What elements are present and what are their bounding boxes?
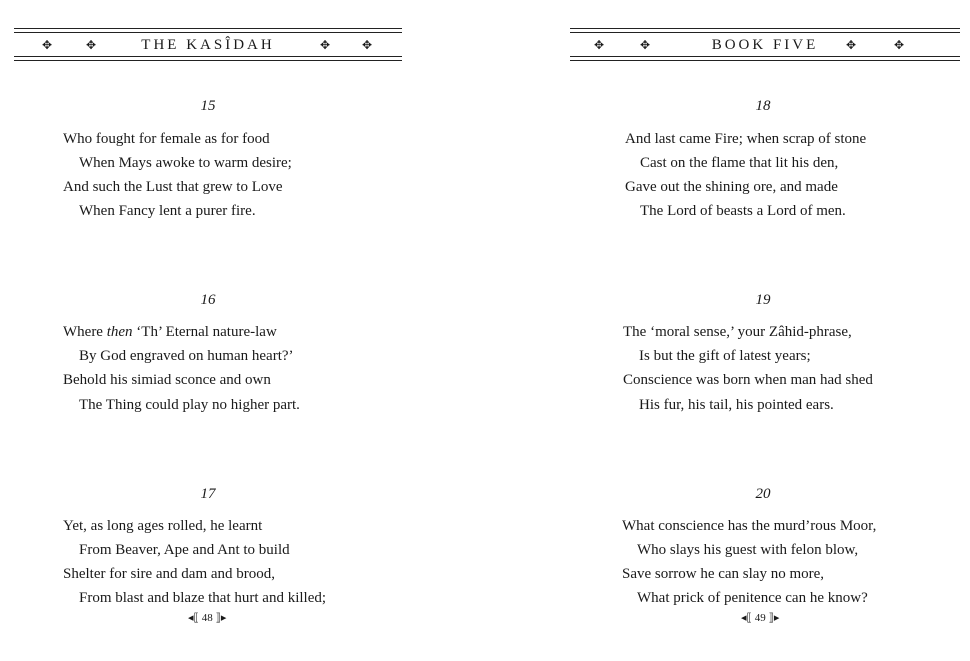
verse-line: What conscience has the murd’rous Moor,: [622, 518, 877, 534]
verse-line: Is but the gift of latest years;: [639, 348, 811, 364]
header-rule: [14, 60, 402, 61]
stanza-number: 18: [755, 98, 771, 114]
fleuron-icon: ✥: [640, 38, 651, 52]
page-number: ◂⟦ 48 ⟧▸: [188, 612, 227, 624]
running-head-title: BOOK FIVE: [711, 37, 819, 53]
verse-line: From Beaver, Ape and Ant to build: [79, 542, 290, 558]
header-rule: [570, 60, 960, 61]
verse-text: ‘Th’ Eternal nature-law: [132, 324, 277, 340]
verse-line: Who slays his guest with felon blow,: [637, 542, 859, 558]
verse-line: By God engraved on human heart?’: [79, 348, 294, 364]
fleuron-icon: ✥: [894, 38, 905, 52]
verse-line: When Mays awoke to warm desire;: [79, 155, 292, 171]
verse-line: Yet, as long ages rolled, he learnt: [63, 518, 263, 534]
fleuron-icon: ✥: [362, 38, 373, 52]
verse-line: Conscience was born when man had shed: [623, 372, 873, 388]
stanza-number: 16: [200, 292, 216, 308]
running-header: [14, 28, 402, 62]
verse-line: The ‘moral sense,’ your Zâhid-phrase,: [623, 324, 852, 340]
page-number: ◂⟦ 49 ⟧▸: [741, 612, 780, 624]
verse-line: Save sorrow he can slay no more,: [622, 566, 825, 582]
verse-line: And such the Lust that grew to Love: [63, 179, 283, 195]
running-header: [570, 28, 960, 62]
verse-line: And last came Fire; when scrap of stone: [625, 131, 867, 147]
stanza-number: 17: [200, 486, 216, 502]
verse-line: Gave out the shining ore, and made: [625, 179, 838, 195]
verse-line: When Fancy lent a purer fire.: [79, 203, 256, 219]
verse-line: Shelter for sire and dam and brood,: [63, 566, 276, 582]
verse-line: Cast on the flame that lit his den,: [640, 155, 839, 171]
header-rule: [570, 56, 960, 57]
fleuron-icon: ✥: [846, 38, 857, 52]
right-page: [485, 0, 970, 661]
verse-line: What prick of penitence can he know?: [637, 590, 868, 606]
header-rule: [570, 28, 960, 29]
header-rule: [14, 32, 402, 33]
verse-line: Who fought for female as for food: [63, 131, 270, 147]
verse-line: His fur, his tail, his pointed ears.: [639, 397, 834, 413]
fleuron-icon: ✥: [86, 38, 97, 52]
fleuron-icon: ✥: [320, 38, 331, 52]
fleuron-icon: ✥: [594, 38, 605, 52]
verse-text: Where: [63, 324, 107, 340]
verse-line: Behold his simiad sconce and own: [63, 372, 271, 388]
verse-line: [63, 322, 277, 342]
header-rule: [570, 32, 960, 33]
header-rule: [14, 56, 402, 57]
stanza-number: 19: [755, 292, 771, 308]
verse-line: From blast and blaze that hurt and killed;: [79, 590, 327, 606]
verse-line: The Lord of beasts a Lord of men.: [640, 203, 846, 219]
verse-emphasis: then: [106, 324, 133, 340]
verse-line: The Thing could play no higher part.: [79, 397, 300, 413]
running-head-title: THE KASÎDAH: [141, 37, 275, 53]
stanza-number: 20: [755, 486, 771, 502]
fleuron-icon: ✥: [42, 38, 53, 52]
stanza-number: 15: [200, 98, 216, 114]
header-rule: [14, 28, 402, 29]
